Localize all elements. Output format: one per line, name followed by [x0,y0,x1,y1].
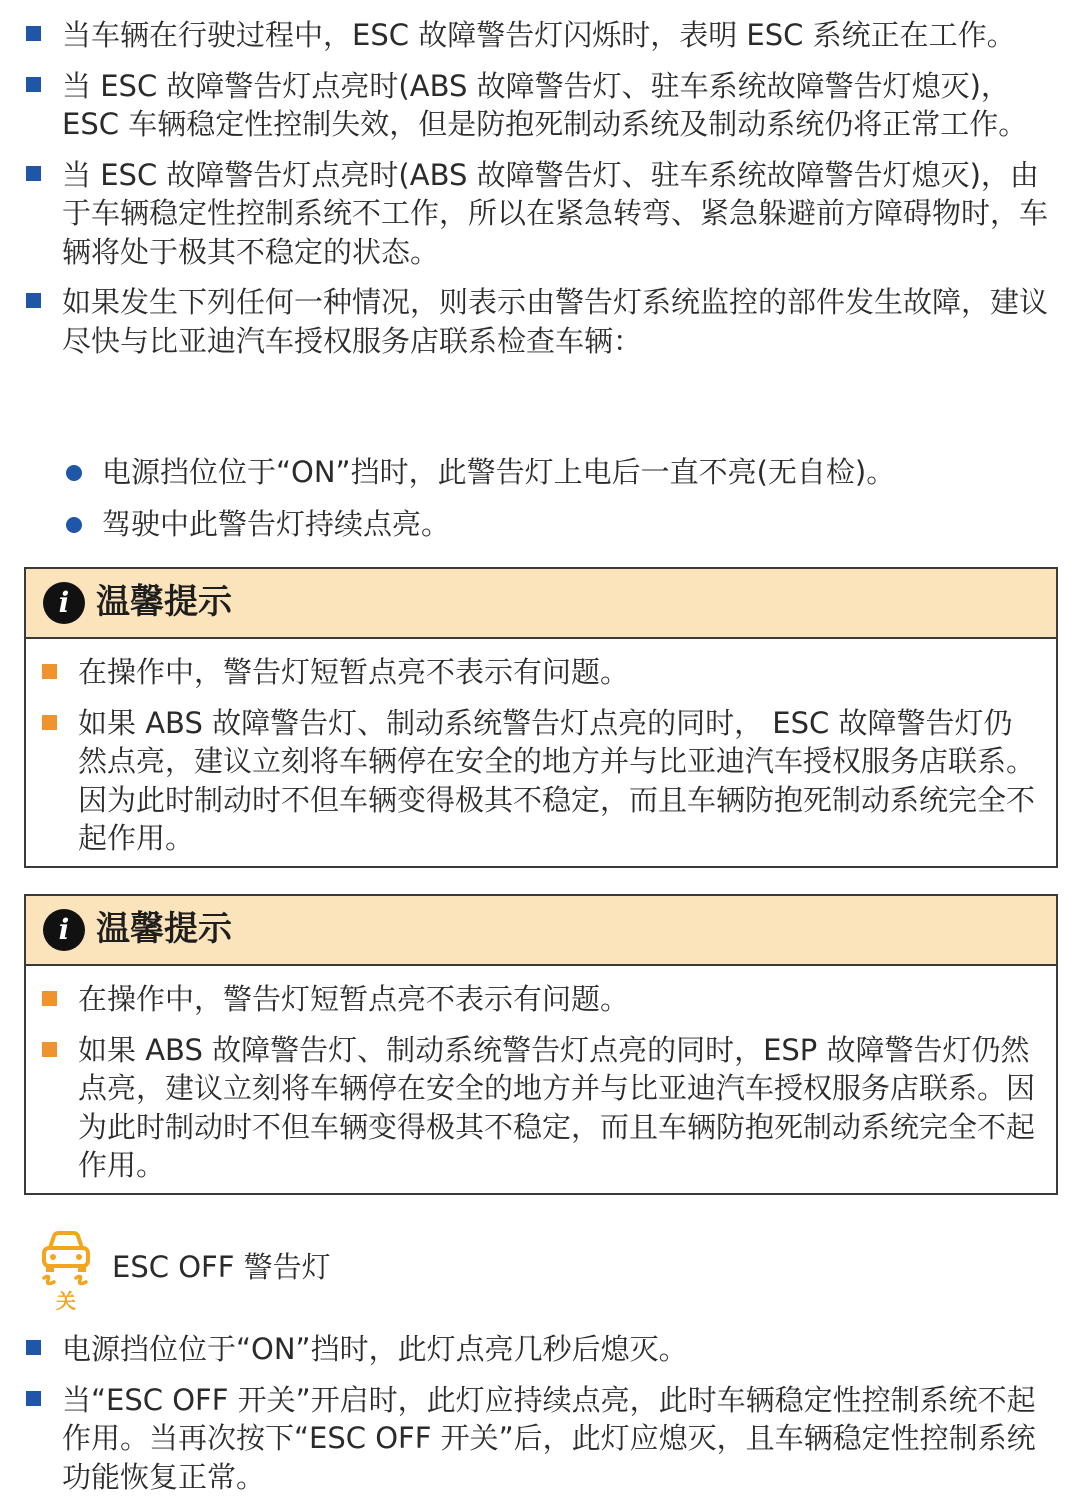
tip-item [40,704,1036,858]
tip-item-text: 在操作中，警告灯短暂点亮不表示有问题。 [78,982,630,1016]
esc-fault-bullet-list [24,16,1064,372]
square-bullet-icon [42,715,57,730]
tip-header [26,896,1056,966]
square-bullet-icon [26,26,41,41]
tip-box-1 [24,567,1058,868]
tip-title: 温馨提示 [96,909,232,949]
sub-list-item-text: 电源挡位位于“ON”挡时，此警告灯上电后一直不亮(无自检)。 [102,455,896,489]
svg-text:i: i [58,586,70,619]
esc-off-icon-label: 关 [56,1289,76,1312]
esc-off-warning-light [38,1228,638,1314]
list-item [24,1381,1064,1497]
list-item-text: 当 ESC 故障警告灯点亮时(ABS 故障警告灯、驻车系统故障警告灯熄灭)，ESC 车辆稳定性控制失效，但是防抱死制动系统及制动系统仍将正常工作。 [62,68,1028,141]
round-bullet-icon [66,465,82,481]
list-item-text: 如果发生下列任何一种情况，则表示由警告灯系统监控的部件发生故障，建议尽快与比亚迪汽车授权服务店联系检查车辆： [62,285,1049,358]
list-item [24,156,1064,272]
round-bullet-icon [66,517,82,533]
list-item-text: 当车辆在行驶过程中，ESC 故障警告灯闪烁时，表明 ESC 系统正在工作。 [62,18,1016,52]
sub-list-item [64,453,1064,492]
tip-item [40,980,1036,1019]
esc-off-car-skid-icon [38,1228,94,1312]
list-item [24,67,1064,144]
tip-item-text: 在操作中，警告灯短暂点亮不表示有问题。 [78,655,630,689]
tip-header [26,569,1056,639]
square-bullet-icon [42,1042,57,1057]
info-icon [42,908,86,952]
square-bullet-icon [26,1340,41,1355]
tip-item-text: 如果 ABS 故障警告灯、制动系统警告灯点亮的同时，ESP 故障警告灯仍然点亮，建议立刻将车辆停在安全的地方并与比亚迪汽车授权服务店联系。因为此时制动时不但车辆变得极其不稳定，而且车辆防抱死制动系统完全不起作用。 [78,1032,1036,1182]
tip-title: 温馨提示 [96,582,232,622]
square-bullet-icon [26,293,41,308]
square-bullet-icon [26,77,41,92]
square-bullet-icon [26,1391,41,1406]
tip-list [26,639,1056,880]
list-item [24,283,1064,360]
svg-text:i: i [58,913,70,946]
tip-box-2 [24,894,1058,1195]
info-icon [42,581,86,625]
tip-list [26,966,1056,1207]
list-item [24,1330,1064,1369]
square-bullet-icon [42,991,57,1006]
tip-item [40,1031,1036,1185]
sub-list-item [64,505,1064,544]
fault-condition-sub-list [64,453,1064,556]
esc-off-title: ESC OFF 警告灯 [112,1250,331,1284]
list-item-text: 电源挡位位于“ON”挡时，此灯点亮几秒后熄灭。 [62,1332,688,1366]
list-item-text: 当 ESC 故障警告灯点亮时(ABS 故障警告灯、驻车系统故障警告灯熄灭)，由于车辆稳定性控制系统不工作，所以在紧急转弯、紧急躲避前方障碍物时，车辆将处于极其不稳定的状态。 [62,157,1049,269]
tip-item [40,653,1036,692]
square-bullet-icon [26,166,41,181]
list-item [24,16,1064,55]
list-item-text: 当“ESC OFF 开关”开启时，此灯应持续点亮，此时车辆稳定性控制系统不起作用。当再次按下“ESC OFF 开关”后，此灯应熄灭，且车辆稳定性控制系统功能恢复正常。 [62,1382,1036,1494]
tip-item-text: 如果 ABS 故障警告灯、制动系统警告灯点亮的同时， ESC 故障警告灯仍然点亮，建议立刻将车辆停在安全的地方并与比亚迪汽车授权服务店联系。因为此时制动时不但车辆变得极其不稳定，而且车辆防抱死制动系统完全不起作用。 [78,705,1036,855]
esc-off-bullet-list [24,1330,1064,1508]
sub-list-item-text: 驾驶中此警告灯持续点亮。 [102,506,451,541]
square-bullet-icon [42,664,57,679]
